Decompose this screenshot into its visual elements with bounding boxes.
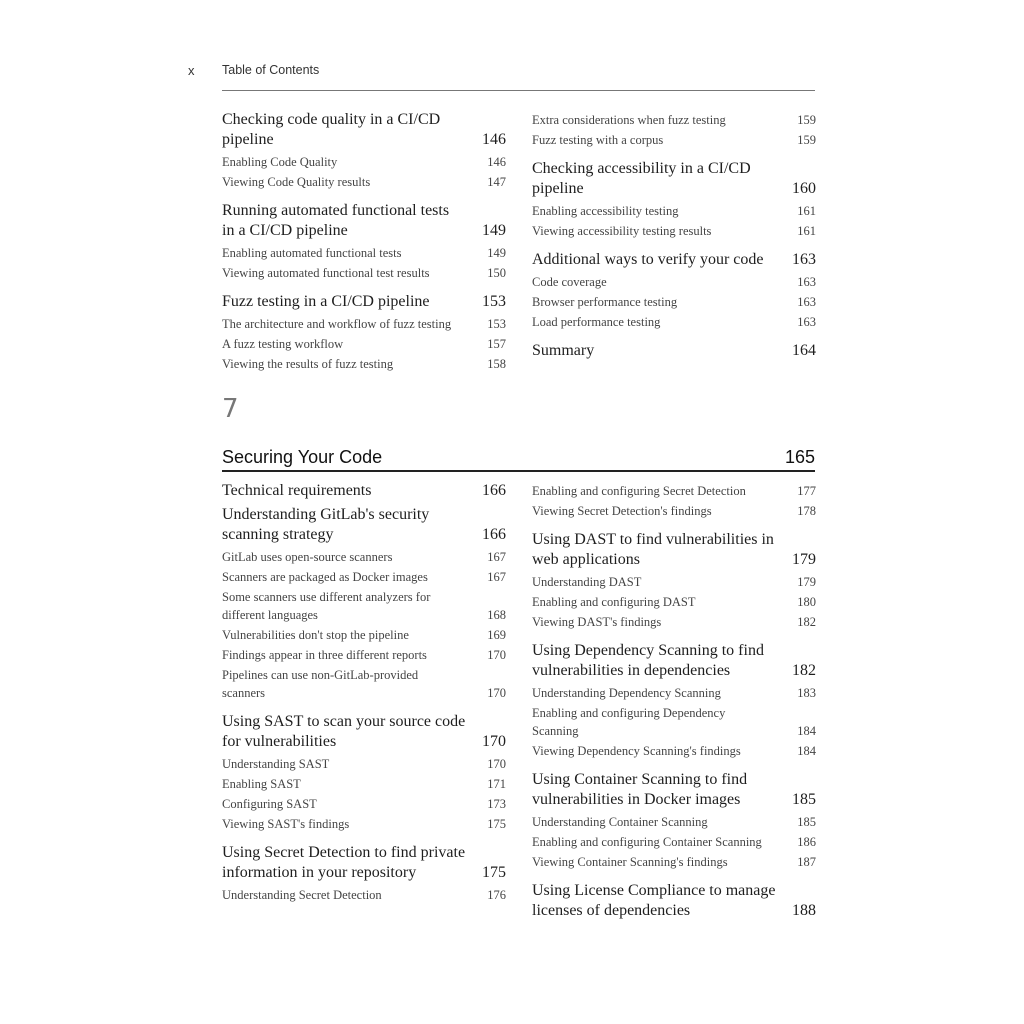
toc-entry-page: 175: [487, 817, 506, 831]
toc-entry-page: 159: [797, 113, 816, 127]
toc-entry-page: 161: [797, 204, 816, 218]
toc-section-entry[interactable]: [532, 159, 816, 199]
toc-entry-title: Enabling and configuring Dependency Scanning: [532, 706, 726, 738]
toc-entry-title: Code coverage: [532, 275, 607, 289]
toc-entry-title: Using SAST to scan your source code for vulnerabilities: [222, 713, 466, 750]
toc-entry-page: 167: [487, 550, 506, 564]
toc-entry-page: 163: [797, 275, 816, 289]
toc-subsection-entry[interactable]: [222, 567, 506, 587]
toc-section-entry[interactable]: [222, 110, 506, 150]
toc-entry-title: GitLab uses open-source scanners: [222, 550, 393, 564]
toc-entry-page: 153: [482, 293, 506, 310]
toc-subsection-entry[interactable]: [222, 314, 506, 334]
toc-subsection-entry[interactable]: [532, 683, 816, 703]
toc-subsection-entry[interactable]: [532, 272, 816, 292]
toc-subsection-entry[interactable]: [532, 703, 816, 741]
toc-subsection-entry[interactable]: [532, 312, 816, 332]
toc-section-entry[interactable]: [532, 341, 816, 361]
toc-subsection-entry[interactable]: [222, 625, 506, 645]
toc-entry-title: Viewing Dependency Scanning's findings: [532, 744, 741, 758]
toc-entry-title: Enabling Code Quality: [222, 155, 338, 169]
toc-subsection-entry[interactable]: [222, 354, 506, 374]
toc-entry-title: Understanding Dependency Scanning: [532, 686, 721, 700]
toc-entry-page: 187: [797, 855, 816, 869]
toc-subsection-entry[interactable]: [532, 592, 816, 612]
toc-subsection-entry[interactable]: [532, 130, 816, 150]
toc-entry-page: 169: [487, 628, 506, 642]
toc-entry-title: Checking accessibility in a CI/CD pipeline: [532, 160, 751, 197]
chapter-heading[interactable]: [222, 447, 815, 472]
toc-entry-title: Understanding SAST: [222, 757, 330, 771]
toc-entry-title: Fuzz testing in a CI/CD pipeline: [222, 293, 430, 310]
chapter-page: 165: [784, 447, 815, 467]
toc-entry-page: 163: [792, 251, 816, 268]
toc-entry-page: 149: [487, 246, 506, 260]
toc-subsection-entry[interactable]: [222, 774, 506, 794]
toc-subsection-entry[interactable]: [532, 741, 816, 761]
toc-section-entry[interactable]: [532, 641, 816, 681]
toc-entry-title: Viewing Code Quality results: [222, 175, 371, 189]
toc-column-left-continued: [222, 110, 506, 374]
toc-entry-page: 180: [797, 595, 816, 609]
toc-entry-page: 182: [797, 615, 816, 629]
toc-entry-page: 175: [482, 864, 506, 881]
toc-subsection-entry[interactable]: [532, 812, 816, 832]
toc-entry-page: 166: [482, 482, 506, 499]
chapter-title: Securing Your Code: [222, 447, 383, 467]
toc-entry-title: Understanding DAST: [532, 575, 642, 589]
toc-entry-page: 164: [792, 342, 816, 359]
toc-subsection-entry[interactable]: [222, 334, 506, 354]
toc-entry-page: 170: [487, 686, 506, 700]
toc-entry-title: Viewing Secret Detection's findings: [532, 504, 712, 518]
toc-subsection-entry[interactable]: [222, 263, 506, 283]
toc-entry-title: Load performance testing: [532, 315, 661, 329]
toc-entry-title: Vulnerabilities don't stop the pipeline: [222, 628, 409, 642]
toc-subsection-entry[interactable]: [532, 201, 816, 221]
toc-entry-title: Enabling accessibility testing: [532, 204, 679, 218]
toc-entry-title: Extra considerations when fuzz testing: [532, 113, 726, 127]
toc-entry-title: Viewing SAST's findings: [222, 817, 350, 831]
toc-column-left-chapter: [222, 481, 506, 905]
toc-entry-title: A fuzz testing workflow: [222, 337, 344, 351]
toc-subsection-entry[interactable]: [222, 152, 506, 172]
toc-subsection-entry[interactable]: [532, 110, 816, 130]
toc-entry-title: Enabling and configuring Secret Detection: [532, 484, 746, 498]
toc-entry-page: 168: [487, 608, 506, 622]
page-number: x: [188, 63, 195, 78]
toc-entry-title: Additional ways to verify your code: [532, 251, 764, 268]
toc-entry-title: Understanding GitLab's security scanning strategy: [222, 506, 430, 543]
toc-entry-page: 186: [797, 835, 816, 849]
toc-column-right-chapter: [532, 481, 816, 921]
toc-subsection-entry[interactable]: [222, 754, 506, 774]
toc-entry-page: 170: [482, 733, 506, 750]
toc-entry-page: 170: [487, 757, 506, 771]
toc-section-entry[interactable]: [222, 505, 506, 545]
toc-entry-title: The architecture and workflow of fuzz testing: [222, 317, 452, 331]
toc-entry-page: 185: [797, 815, 816, 829]
header-rule: [222, 90, 815, 91]
chapter-number: 7: [222, 394, 239, 424]
toc-entry-page: 160: [792, 180, 816, 197]
toc-section-entry[interactable]: [532, 250, 816, 270]
toc-entry-title: Browser performance testing: [532, 295, 678, 309]
toc-entry-page: 153: [487, 317, 506, 331]
toc-entry-title: Viewing the results of fuzz testing: [222, 357, 394, 371]
toc-subsection-entry[interactable]: [222, 665, 506, 703]
toc-subsection-entry[interactable]: [222, 547, 506, 567]
toc-subsection-entry[interactable]: [222, 645, 506, 665]
toc-subsection-entry[interactable]: [532, 292, 816, 312]
toc-subsection-entry[interactable]: [532, 501, 816, 521]
toc-entry-title: Viewing Container Scanning's findings: [532, 855, 728, 869]
toc-entry-page: 170: [487, 648, 506, 662]
toc-entry-page: 185: [792, 791, 816, 808]
toc-subsection-entry[interactable]: [532, 481, 816, 501]
toc-entry-title: Configuring SAST: [222, 797, 317, 811]
toc-entry-page: 179: [797, 575, 816, 589]
toc-subsection-entry[interactable]: [222, 243, 506, 263]
toc-section-entry[interactable]: [222, 292, 506, 312]
toc-entry-title: Fuzz testing with a corpus: [532, 133, 664, 147]
toc-entry-page: 184: [797, 744, 816, 758]
toc-entry-title: Scanners are packaged as Docker images: [222, 570, 428, 584]
toc-section-entry[interactable]: [532, 530, 816, 570]
toc-subsection-entry[interactable]: [532, 572, 816, 592]
toc-section-entry[interactable]: [532, 770, 816, 810]
toc-entry-title: Using Dependency Scanning to find vulnerabilities in dependencies: [532, 642, 764, 679]
toc-entry-page: 173: [487, 797, 506, 811]
running-head: Table of Contents: [222, 63, 320, 77]
toc-entry-page: 176: [487, 888, 506, 902]
toc-subsection-entry[interactable]: [222, 794, 506, 814]
toc-entry-page: 178: [797, 504, 816, 518]
toc-subsection-entry[interactable]: [532, 612, 816, 632]
toc-entry-page: 161: [797, 224, 816, 238]
toc-entry-page: 166: [482, 526, 506, 543]
toc-entry-page: 146: [482, 131, 506, 148]
toc-section-entry[interactable]: [222, 712, 506, 752]
toc-entry-title: Using DAST to find vulnerabilities in web applications: [532, 531, 774, 568]
toc-entry-title: Enabling automated functional tests: [222, 246, 402, 260]
toc-entry-page: 183: [797, 686, 816, 700]
toc-entry-title: Using Container Scanning to find vulnerabilities in Docker images: [532, 771, 748, 808]
toc-entry-page: 149: [482, 222, 506, 239]
toc-subsection-entry[interactable]: [222, 587, 506, 625]
toc-entry-page: 188: [792, 902, 816, 919]
toc-entry-title: Findings appear in three different reports: [222, 648, 427, 662]
toc-entry-title: Checking code quality in a CI/CD pipeline: [222, 111, 441, 148]
toc-subsection-entry[interactable]: [532, 832, 816, 852]
toc-entry-title: Technical requirements: [222, 482, 372, 499]
toc-entry-title: Enabling and configuring DAST: [532, 595, 696, 609]
toc-entry-page: 171: [487, 777, 506, 791]
toc-entry-page: 146: [487, 155, 506, 169]
toc-entry-title: Understanding Secret Detection: [222, 888, 382, 902]
toc-entry-title: Using Secret Detection to find private information in your repository: [222, 844, 466, 881]
toc-entry-title: Summary: [532, 342, 595, 359]
toc-section-entry[interactable]: [222, 481, 506, 501]
toc-column-right-continued: [532, 110, 816, 361]
toc-entry-page: 182: [792, 662, 816, 679]
toc-entry-page: 184: [797, 724, 816, 738]
toc-section-entry[interactable]: [222, 843, 506, 883]
toc-subsection-entry[interactable]: [532, 221, 816, 241]
toc-entry-page: 157: [487, 337, 506, 351]
toc-entry-page: 179: [792, 551, 816, 568]
toc-entry-title: Viewing DAST's findings: [532, 615, 662, 629]
toc-entry-page: 150: [487, 266, 506, 280]
toc-entry-page: 158: [487, 357, 506, 371]
toc-subsection-entry[interactable]: [532, 852, 816, 872]
toc-subsection-entry[interactable]: [222, 172, 506, 192]
toc-section-entry[interactable]: [532, 881, 816, 921]
toc-subsection-entry[interactable]: [222, 885, 506, 905]
toc-entry-title: Running automated functional tests in a CI/CD pipeline: [222, 202, 450, 239]
toc-entry-title: Using License Compliance to manage licenses of dependencies: [532, 882, 776, 919]
toc-entry-title: Viewing accessibility testing results: [532, 224, 712, 238]
toc-subsection-entry[interactable]: [222, 814, 506, 834]
toc-entry-title: Some scanners use different analyzers for different languages: [222, 590, 431, 622]
toc-entry-page: 163: [797, 295, 816, 309]
toc-entry-title: Enabling and configuring Container Scanning: [532, 835, 762, 849]
toc-entry-title: Pipelines can use non-GitLab-provided scanners: [222, 668, 419, 700]
toc-entry-page: 177: [797, 484, 816, 498]
toc-entry-page: 163: [797, 315, 816, 329]
toc-entry-title: Understanding Container Scanning: [532, 815, 708, 829]
toc-entry-page: 159: [797, 133, 816, 147]
toc-entry-page: 167: [487, 570, 506, 584]
toc-entry-title: Enabling SAST: [222, 777, 301, 791]
toc-entry-page: 147: [487, 175, 506, 189]
toc-section-entry[interactable]: [222, 201, 506, 241]
toc-entry-title: Viewing automated functional test results: [222, 266, 430, 280]
